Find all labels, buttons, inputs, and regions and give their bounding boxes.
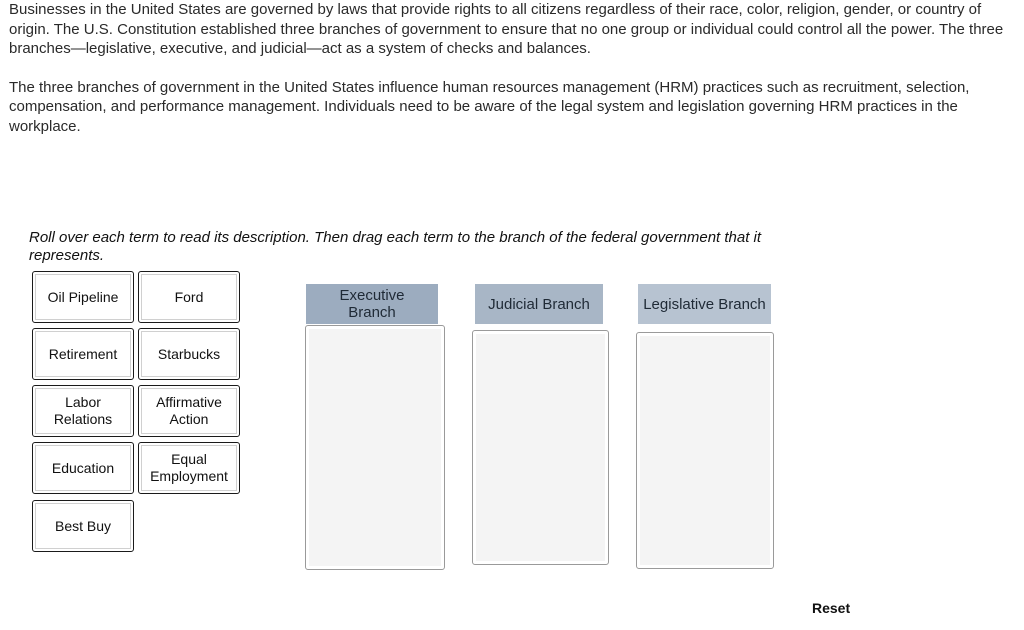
drop-zone-executive[interactable]	[305, 325, 445, 570]
branch-header-legislative: Legislative Branch	[638, 284, 771, 324]
drop-zone-judicial[interactable]	[472, 330, 609, 565]
branch-header-executive: Executive Branch	[306, 284, 438, 324]
term-tile[interactable]: Equal Employment	[138, 442, 240, 494]
intro-paragraph-2: The three branches of government in the United States influence human resources management (HRM) practices such as recruitment, selection, compensation, and performance management. Individuals need to be aware of the legal system and legislation governing HRM practices in the workplace.	[9, 78, 970, 135]
term-tile[interactable]: Oil Pipeline	[32, 271, 134, 323]
term-tile[interactable]: Starbucks	[138, 328, 240, 380]
term-tile[interactable]: Affirmative Action	[138, 385, 240, 437]
term-tile[interactable]: Best Buy	[32, 500, 134, 552]
reset-button[interactable]: Reset	[812, 600, 851, 616]
drop-zone-legislative[interactable]	[636, 332, 774, 569]
term-tile[interactable]: Ford	[138, 271, 240, 323]
intro-paragraph-1: Businesses in the United States are governed by laws that provide rights to all citizens regardless of their race, color, religion, gender, or country of origin. The U.S. Constitution established three branches of government to ensure that no one group or individual could control all the power. The three branches—legislative, executive, and judicial—act as a system of checks and balances.	[9, 1, 1004, 57]
intro-text	[9, 0, 1021, 136]
branch-header-judicial: Judicial Branch	[475, 284, 603, 324]
instructions: Roll over each term to read its description. Then drag each term to the branch of the federal government that it represents.	[29, 229, 762, 264]
term-tile[interactable]: Retirement	[32, 328, 134, 380]
term-tile[interactable]: Labor Relations	[32, 385, 134, 437]
term-tile[interactable]: Education	[32, 442, 134, 494]
